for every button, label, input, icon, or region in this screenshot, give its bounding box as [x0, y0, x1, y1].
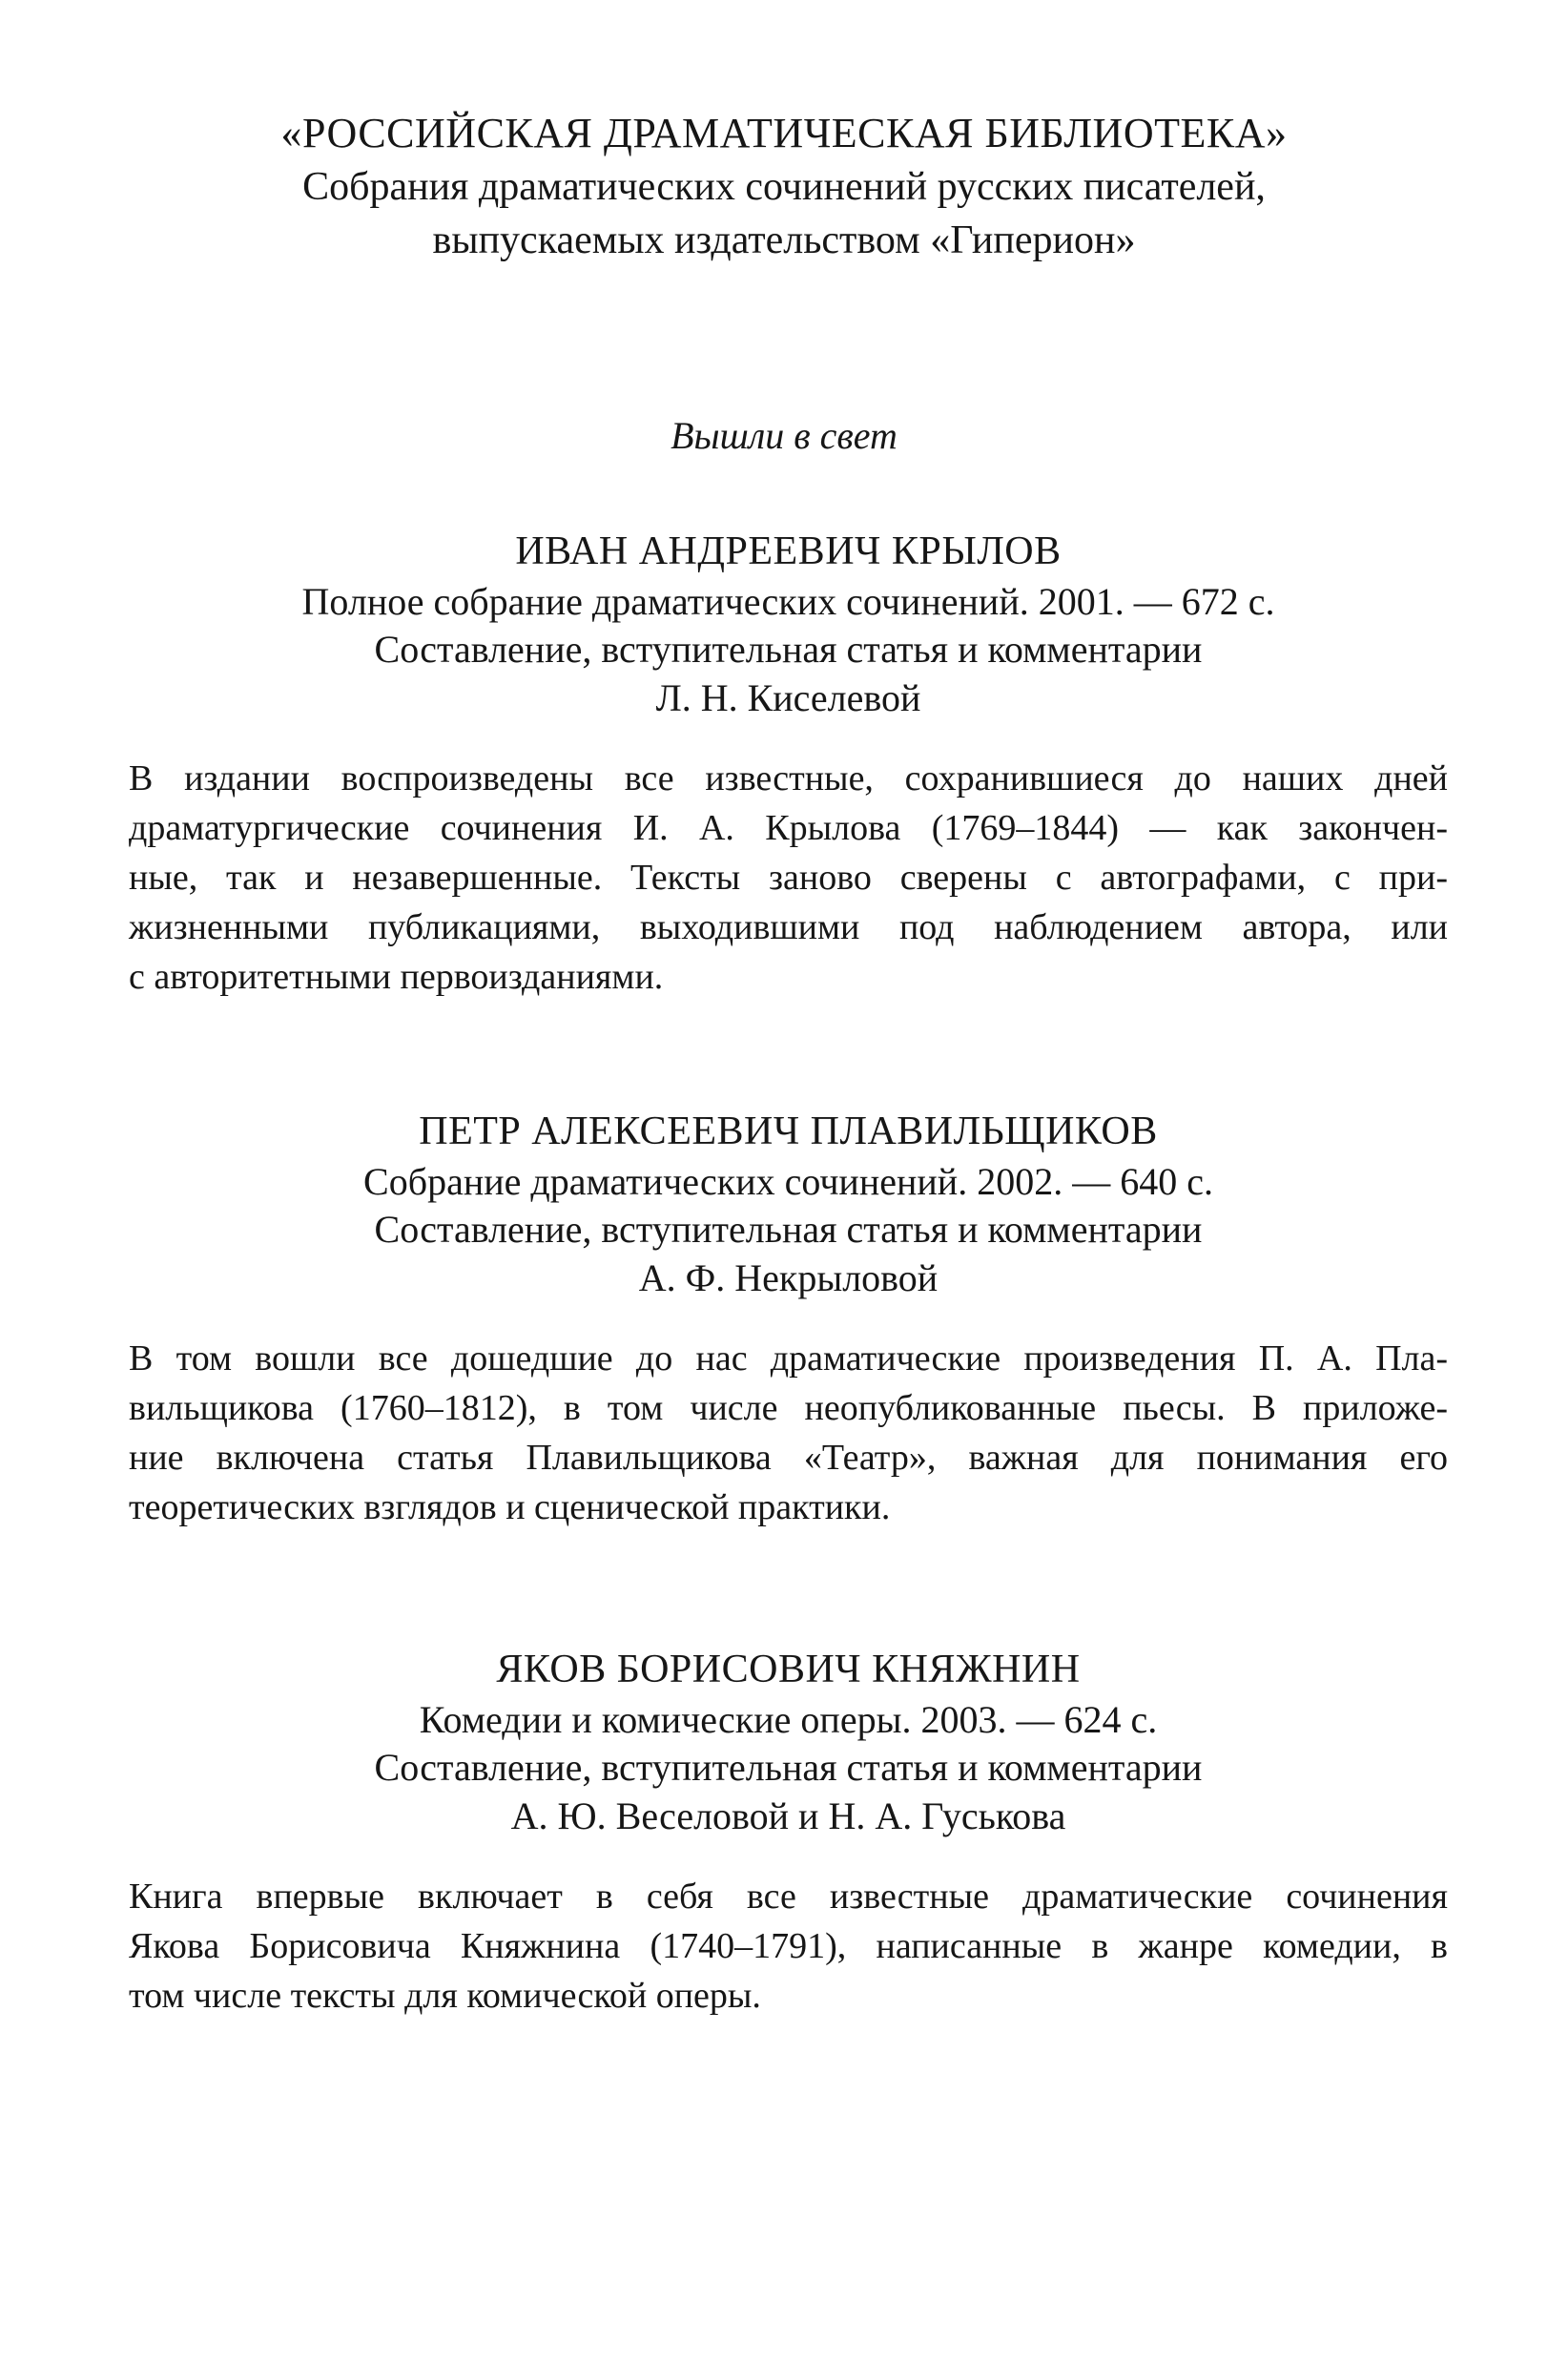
description-line: Якова Борисовича Княжнина (1740–1791), написанные в жанре комедии, в — [129, 1926, 1448, 1966]
book-compiler-names: Л. Н. Киселевой — [655, 676, 921, 719]
book-edition: Полное собрание драматических сочинений. 2001. — 672 с. — [301, 580, 1275, 623]
description-line: В том вошли все дошедшие до нас драматические произведения П. А. Пла- — [129, 1338, 1448, 1379]
book-heading — [129, 1105, 1448, 1303]
description-line: том числе тексты для комической оперы. — [129, 1976, 761, 2016]
book-author: ЯКОВ БОРИСОВИЧ КНЯЖНИН — [496, 1648, 1081, 1691]
book-compiler-names: А. Ю. Веселовой и Н. А. Гуськова — [510, 1794, 1066, 1837]
series-subtitle-line-1: Собрания драматических сочинений русских писателей, — [302, 165, 1266, 209]
book-edition: Комедии и комические оперы. 2003. — 624 с. — [419, 1698, 1158, 1741]
book-compiler-line: Составление, вступительная статья и комментарии — [374, 1208, 1203, 1251]
description-line: драматургические сочинения И. А. Крылова (1769–1844) — как закончен- — [129, 808, 1448, 848]
book-compiler-line: Составление, вступительная статья и комментарии — [374, 1746, 1203, 1789]
book-heading — [129, 1643, 1448, 1841]
book-heading — [129, 525, 1448, 723]
book-description — [129, 754, 1448, 1002]
description-line: ные, так и незавершенные. Тексты заново сверены с автографами, с при- — [129, 858, 1448, 898]
description-line: жизненными публикациями, выходившими под наблюдением автора, или — [129, 907, 1448, 947]
description-line: с авторитетными первоизданиями. — [129, 957, 664, 997]
book-entry — [129, 1643, 1448, 2021]
series-title: «РОССИЙСКАЯ ДРАМАТИЧЕСКАЯ БИБЛИОТЕКА» — [280, 110, 1288, 156]
book-compiler-names: А. Ф. Некрыловой — [638, 1256, 939, 1299]
book-compiler-line: Составление, вступительная статья и комментарии — [374, 628, 1203, 671]
description-line: Книга впервые включает в себя все известные драматические сочинения — [129, 1877, 1448, 1917]
book-edition: Собрание драматических сочинений. 2002. — 640 с. — [363, 1160, 1213, 1203]
description-line: В издании воспроизведены все известные, сохранившиеся до наших дней — [129, 758, 1448, 798]
book-description — [129, 1872, 1448, 2021]
description-line: теоретических взглядов и сценической практики. — [129, 1487, 891, 1527]
description-line: вильщикова (1760–1812), в том числе неопубликованные пьесы. В приложе- — [129, 1388, 1448, 1428]
series-subtitle-line-2: выпускаемых издательством «Гиперион» — [432, 218, 1136, 262]
book-author: ИВАН АНДРЕЕВИЧ КРЫЛОВ — [515, 529, 1062, 573]
section-label: Вышли в свет — [671, 414, 897, 457]
book-description — [129, 1334, 1448, 1532]
book-entry — [129, 1105, 1448, 1532]
book-entry — [129, 525, 1448, 1002]
book-author: ПЕТР АЛЕКСЕЕВИЧ ПЛАВИЛЬЩИКОВ — [419, 1109, 1158, 1153]
series-header — [0, 107, 1568, 267]
description-line: ние включена статья Плавильщикова «Театр», важная для понимания его — [129, 1438, 1448, 1478]
